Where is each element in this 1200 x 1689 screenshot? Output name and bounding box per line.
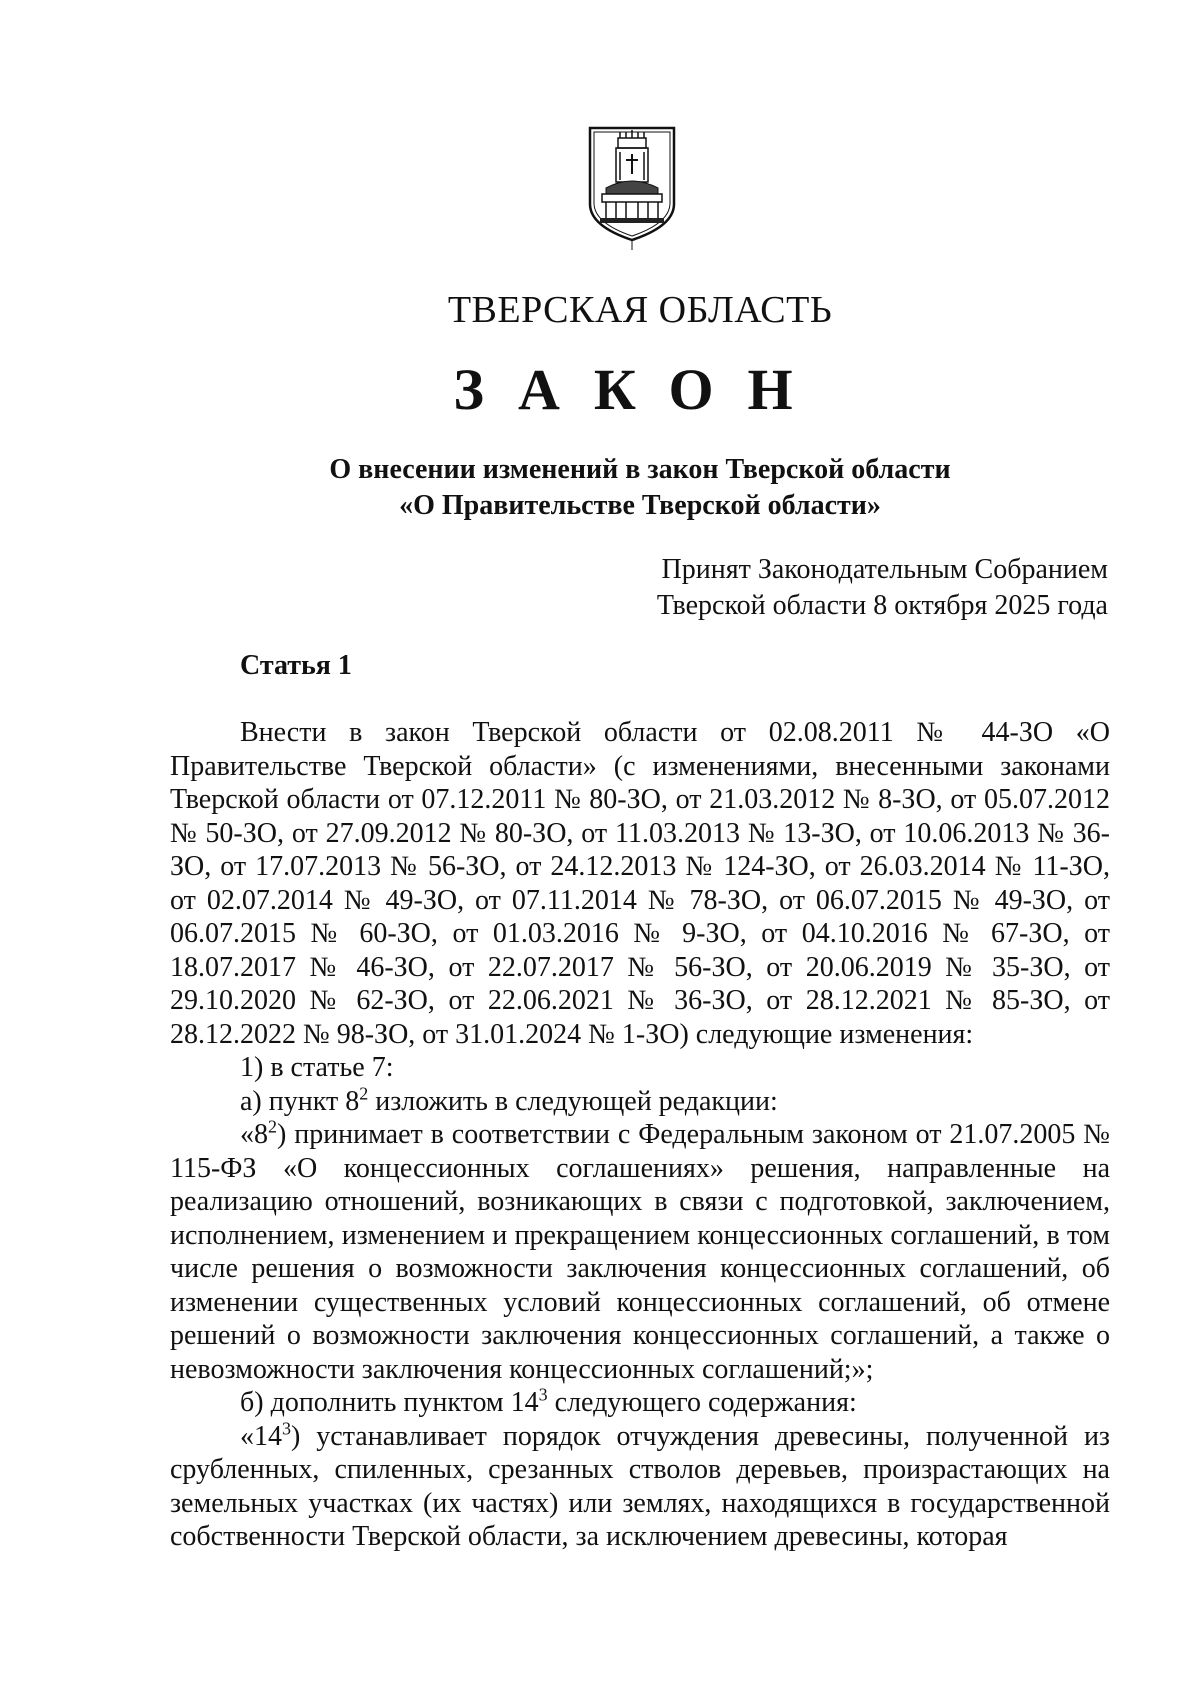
title-line-2: «О Правительстве Тверской области» (399, 490, 881, 521)
document-type: ЗАКОН (453, 357, 827, 422)
item-1: 1) в статье 7: (240, 1052, 394, 1083)
region-name: ТВЕРСКАЯ ОБЛАСТЬ (447, 289, 833, 331)
adoption-line-1: Принят Законодательным Собранием (661, 554, 1108, 585)
item-a: а) пункт $8^2$ изложить в следующей редакции: (240, 1083, 778, 1117)
article-intro: Внести в закон Тверской области от 02.08.2011 № 44-ЗО «О Правительстве Тверской области» (с изменениями, внесенными законами Тверской области от 07.12.2011 № 80-ЗО, от 21.03.2012 № 8-ЗО, от 05.07.2012 № 50-ЗО, от 27.09.2012 № 80-ЗО, от 11.03.2013 № 13-ЗО, от 10.06.2013 № 36-ЗО, от 17.07.2013 № 56-ЗО, от 24.12.2013 № 124-ЗО, от 26.03.2014 № 11-ЗО, от 02.07.2014 № 49-ЗО, от 07.11.2014 № 78-ЗО, от 06.07.2015 № 49-ЗО, от 06.07.2015 № 60-ЗО, от 01.03.2016 № 9-ЗО, от 04.10.2016 № 67-ЗО, от 18.07.2017 № 46-ЗО, от 22.07.2017 № 56-ЗО, от 20.06.2019 № 35-ЗО, от 29.10.2020 № 62-ЗО, от 22.06.2021 № 36-ЗО, от 28.12.2021 № 85-ЗО, от 28.12.2022 № 98-ЗО, от 31.01.2024 № 1-ЗО) следующие изменения: (170, 717, 1110, 1050)
article-heading: Статья 1 (240, 650, 352, 681)
adoption-line-2: Тверской области 8 октября 2025 года (656, 590, 1108, 621)
document-title (0, 452, 1200, 524)
quote-point-14-3: «$14^3$) устанавливает порядок отчуждения древесины, полученной из срубленных, спиленных, срезанных стволов деревьев, произрастающих на земельных участках (их частях) или землях, находящихся в государственной собственности Тверской области, за исключением древесины, которая (170, 1418, 1110, 1552)
title-line-1: О внесении изменений в закон Тверской области (329, 454, 951, 485)
coat-of-arms-icon (582, 124, 682, 254)
quote-point-8-2: «$8^2$) принимает в соответствии с Федеральным законом от 21.07.2005 № 115-ФЗ «О концессионных соглашениях» решения, направленные на реализацию отношений, возникающих в связи с подготовкой, заключением, исполнением, изменением и прекращением концессионных соглашений, в том числе решения о возможности заключения концессионных соглашений, об изменении существенных условий концессионных соглашений, об отмене решений о возможности заключения концессионных соглашений, а также о невозможности заключения концессионных соглашений;»; (170, 1116, 1110, 1385)
item-b: б) дополнить пунктом $14^3$ следующего содержания: (240, 1384, 857, 1418)
adoption-note (508, 552, 1108, 624)
article-body (170, 716, 1110, 1554)
